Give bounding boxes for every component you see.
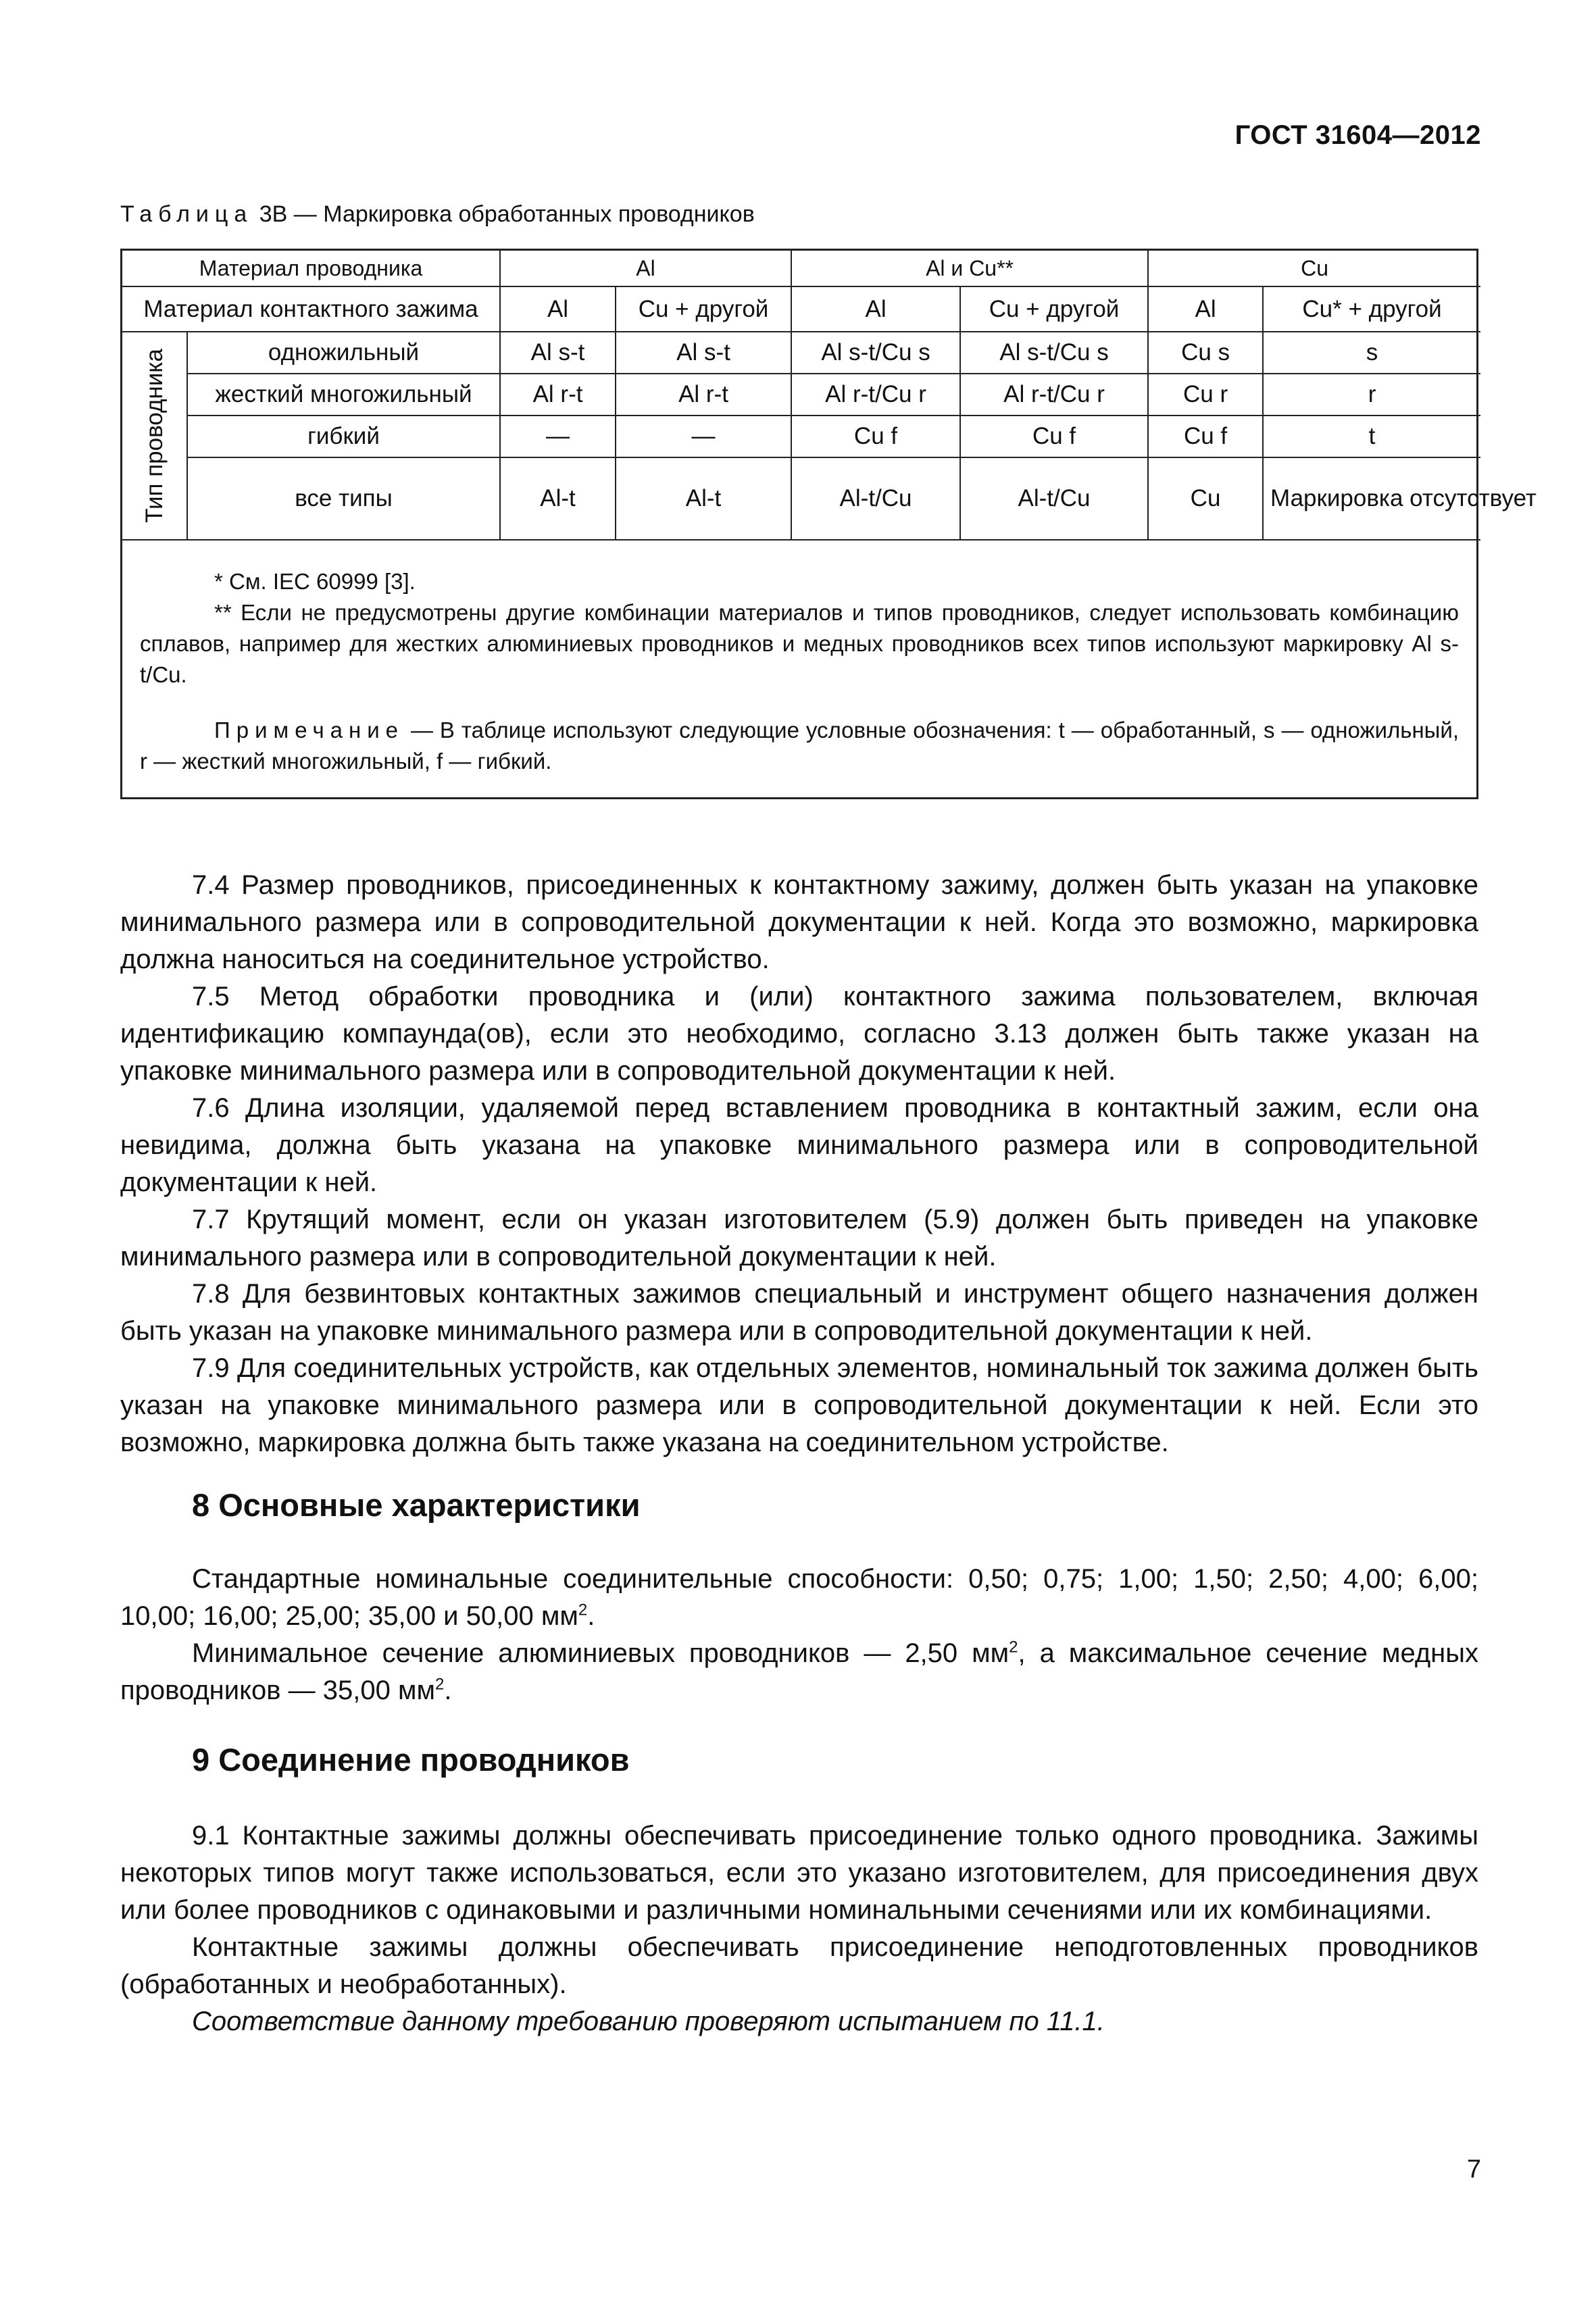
table-row	[122, 332, 1480, 374]
table-note	[140, 715, 1459, 777]
table-cell: s	[1263, 332, 1480, 374]
table-cell: Al	[1148, 286, 1263, 332]
table-cell: Al s-t/Cu s	[791, 332, 960, 374]
table-cell: Cu f	[791, 416, 960, 457]
paragraph: 7.9 Для соединительных устройств, как отдельных элементов, номинальный ток зажима должен быть указан на упаковке минимального размера или в сопроводительной документации к ней. Если это возможно, маркировка должна быть также указана на соединительном устройстве.	[120, 1353, 1478, 1457]
clause-7-text	[120, 867, 1478, 1461]
table-cell: Al s-t	[616, 332, 791, 374]
table-cell: Cu* + другой	[1263, 286, 1480, 332]
paragraph: 7.6 Длина изоляции, удаляемой перед вставлением проводника в контактный зажим, если она невидима, должна быть указана на упаковке минимального размера или в сопроводительной документации к ней.	[120, 1093, 1478, 1197]
table-row	[122, 374, 1480, 416]
section-8-title: 8 Основные характеристики	[192, 1487, 641, 1523]
table-cell: Al	[791, 286, 960, 332]
table-row-clamp-material	[122, 286, 1480, 332]
table-row	[122, 416, 1480, 457]
table-cell: Al-t	[616, 457, 791, 540]
table-caption-word: Таблица	[120, 201, 253, 227]
paragraph: 7.7 Крутящий момент, если он указан изготовителем (5.9) должен быть приведен на упаковке минимального размера или в сопроводительной документации к ней.	[120, 1205, 1478, 1272]
table-cell: t	[1263, 416, 1480, 457]
footnote-2: ** Если не предусмотрены другие комбинации материалов и типов проводников, следует использовать комбинацию сплавов, например для жестких алюминиевых проводников и медных проводников всех типов используют маркировку Al s-t/Cu.	[140, 600, 1459, 687]
table-cell: Al r-t/Cu r	[791, 374, 960, 416]
table-cell: Al r-t	[500, 374, 616, 416]
table-cell: одножильный	[187, 332, 500, 374]
header-al-cu: Al и Cu**	[791, 251, 1148, 286]
table-cell: Cu + другой	[616, 286, 791, 332]
table-cell: жесткий многожильный	[187, 374, 500, 416]
superscript: 2	[434, 1675, 445, 1694]
table-cell: Cu r	[1148, 374, 1263, 416]
paragraph	[120, 1635, 1478, 1709]
table-row	[122, 457, 1480, 540]
superscript: 2	[578, 1601, 588, 1619]
section-8-text	[120, 1561, 1478, 1709]
table-cell: Материал контактного зажима	[122, 286, 500, 332]
header-material-conductor: Материал проводника	[122, 251, 500, 286]
section-9-title: 9 Соединение проводников	[192, 1742, 630, 1778]
note-text: — В таблице используют следующие условные обозначения: t — обработанный, s — одножильный, r — жесткий многожильный, f — гибкий.	[140, 718, 1459, 774]
table-header-row	[122, 251, 1480, 286]
table-cell: Cu s	[1148, 332, 1263, 374]
paragraph: 7.5 Метод обработки проводника и (или) контактного зажима пользователем, включая идентификацию компаунда(ов), если это необходимо, согласно 3.13 должен быть также указан на упаковке минимального размера или в сопроводительной документации к ней.	[120, 982, 1478, 1086]
table-caption	[120, 201, 755, 228]
table-cell: —	[616, 416, 791, 457]
document-code: ГОСТ 31604—2012	[1235, 120, 1481, 150]
punctuation: .	[444, 1676, 452, 1705]
superscript: 2	[1009, 1638, 1018, 1657]
header-al: Al	[500, 251, 791, 286]
footnote-1: * См. IEC 60999 [3].	[214, 569, 416, 594]
table-notes	[122, 540, 1476, 777]
table-cell: Маркировка отсутствует	[1263, 457, 1480, 540]
table-cell: Cu f	[960, 416, 1148, 457]
marking-table-frame	[120, 249, 1537, 799]
header-cu: Cu	[1148, 251, 1480, 286]
table-cell: Cu + другой	[960, 286, 1148, 332]
conductor-type-label: Тип проводника	[141, 349, 168, 523]
table-cell: Al-t/Cu	[791, 457, 960, 540]
page-number: 7	[1466, 2155, 1481, 2184]
table-cell: Al r-t	[616, 374, 791, 416]
note-word: Примечание	[214, 718, 405, 743]
paragraph: 7.8 Для безвинтовых контактных зажимов специальный и инструмент общего назначения должен быть указан на упаковке минимального размера или в сопроводительной документации к ней.	[120, 1279, 1478, 1346]
punctuation: .	[587, 1601, 595, 1631]
table-cell: r	[1263, 374, 1480, 416]
table-cell: Al	[500, 286, 616, 332]
table-cell: Al r-t/Cu r	[960, 374, 1148, 416]
table-cell: Al s-t/Cu s	[960, 332, 1148, 374]
capacities-text: Стандартные номинальные соединительные способности: 0,50; 0,75; 1,00; 1,50; 2,50; 4,00; 6,00; 10,00; 16,00; 25,00; 35,00 и 50,00 мм	[120, 1564, 1478, 1631]
marking-table	[122, 251, 1537, 540]
table-cell: Cu f	[1148, 416, 1263, 457]
paragraph: Контактные зажимы должны обеспечивать присоединение неподготовленных проводников (обработанных и необработанных).	[120, 1932, 1478, 1999]
table-cell: все типы	[187, 457, 500, 540]
paragraph	[120, 1561, 1478, 1635]
section-9-text	[120, 1817, 1478, 2040]
table-cell: Al s-t	[500, 332, 616, 374]
table-cell: Al-t	[500, 457, 616, 540]
conductor-type-label-cell	[122, 332, 187, 540]
max-section-text: , а максимальное сечение медных проводников — 35,00 мм	[120, 1638, 1478, 1705]
paragraph: 7.4 Размер проводников, присоединенных к контактному зажиму, должен быть указан на упаковке минимального размера или в сопроводительной документации к ней. Когда это возможно, маркировка должна наноситься на соединительное устройство.	[120, 870, 1478, 974]
paragraph: 9.1 Контактные зажимы должны обеспечивать присоединение только одного проводника. Зажимы некоторых типов могут также использоваться, если это указано изготовителем, для присоединения двух или более проводников с одинаковыми и различными номинальными сечениями или их комбинациями.	[120, 1821, 1478, 1925]
min-section-text: Минимальное сечение алюминиевых проводников — 2,50 мм	[192, 1638, 1009, 1668]
table-caption-title: 3В — Маркировка обработанных проводников	[253, 201, 755, 227]
table-cell: гибкий	[187, 416, 500, 457]
table-cell: Cu	[1148, 457, 1263, 540]
table-cell: —	[500, 416, 616, 457]
table-cell: Al-t/Cu	[960, 457, 1148, 540]
paragraph: Соответствие данному требованию проверяют испытанием по 11.1.	[192, 2007, 1105, 2036]
